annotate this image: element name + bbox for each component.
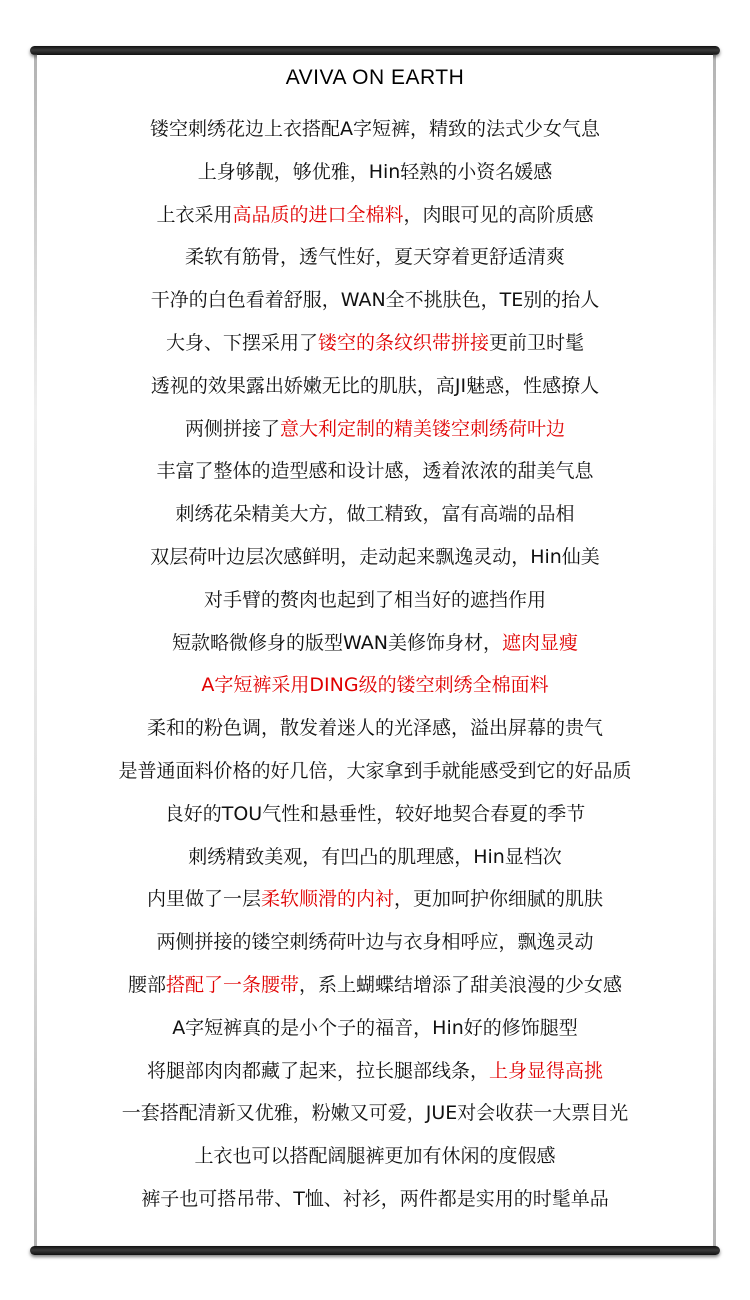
line-text: ，更加呵护你细腻的肌肤 xyxy=(394,888,604,911)
highlight-text: 遮肉显瘦 xyxy=(501,631,578,654)
highlight-text: A字短裤采用DING级的镂空刺绣全棉面料 xyxy=(201,674,549,697)
line-text: 双层荷叶边层次感鲜明，走动起来飘逸灵动，Hin仙美 xyxy=(150,545,600,568)
line-text: 将腿部肉肉都藏了起来，拉长腿部线条， xyxy=(146,1059,489,1082)
line-text: 两侧拼接的镂空刺绣荷叶边与衣身相呼应，飘逸灵动 xyxy=(156,931,594,954)
description-line xyxy=(0,236,750,279)
line-text: A字短裤真的是小个子的福音，Hin好的修饰腿型 xyxy=(172,1016,578,1039)
line-text: 两侧拼接了 xyxy=(184,417,280,440)
line-text: 上身够靓，够优雅，Hin轻熟的小资名媛感 xyxy=(197,160,553,183)
line-text: 更前卫时髦 xyxy=(489,331,585,354)
line-text: 镂空刺绣花边上衣搭配A字短裤，精致的法式少女气息 xyxy=(150,118,600,140)
description-line xyxy=(0,1178,750,1221)
description-line xyxy=(0,493,750,536)
highlight-text: 高品质的进口全棉料 xyxy=(232,203,404,226)
description-line xyxy=(0,664,750,707)
description-line xyxy=(0,921,750,964)
line-text: 刺绣精致美观，有凹凸的肌理感，Hin显档次 xyxy=(188,845,562,868)
description-line xyxy=(0,878,750,921)
line-text: ，系上蝴蝶结增添了甜美浪漫的少女感 xyxy=(299,973,623,996)
description-line xyxy=(0,536,750,579)
description-line xyxy=(0,964,750,1007)
line-text: 对手臂的赘肉也起到了相当好的遮挡作用 xyxy=(203,588,546,611)
line-text: 柔和的粉色调，散发着迷人的光泽感，溢出屏幕的贵气 xyxy=(146,717,603,740)
line-text: 腰部 xyxy=(127,973,166,996)
description-line xyxy=(0,707,750,750)
description-line xyxy=(0,750,750,793)
line-text: 柔软有筋骨，透气性好，夏天穿着更舒适清爽 xyxy=(184,246,565,269)
line-text: 刺绣花朵精美大方，做工精致，富有高端的品相 xyxy=(175,503,575,526)
line-text: 大身、下摆采用了 xyxy=(165,331,318,354)
line-text: 内里做了一层 xyxy=(146,888,261,911)
description-line xyxy=(0,1050,750,1093)
description-line xyxy=(0,1092,750,1135)
line-text: 是普通面料价格的好几倍，大家拿到手就能感受到它的好品质 xyxy=(118,759,632,782)
line-text: 干净的白色看着舒服，WAN全不挑肤色，TE别的抬人 xyxy=(150,289,600,312)
description-line xyxy=(0,322,750,365)
description-line xyxy=(0,151,750,194)
line-text: 裤子也可搭吊带、T恤、衬衫，两件都是实用的时髦单品 xyxy=(141,1187,609,1210)
line-text: 一套搭配清新又优雅，粉嫩又可爱，JUE对会收获一大票目光 xyxy=(121,1102,629,1125)
description-line xyxy=(0,836,750,879)
line-text: 上衣采用 xyxy=(156,203,233,226)
description-line xyxy=(0,622,750,665)
description-line xyxy=(0,108,750,151)
line-text: 透视的效果露出娇嫩无比的肌肤，高JI魅惑，性感撩人 xyxy=(150,374,600,397)
description-line xyxy=(0,793,750,836)
description-line xyxy=(0,450,750,493)
scroll-rod-bottom xyxy=(30,1246,720,1255)
line-text: 上衣也可以搭配阔腿裤更加有休闲的度假感 xyxy=(194,1145,556,1168)
highlight-text: 镂空的条纹织带拼接 xyxy=(317,331,489,354)
highlight-text: 上身显得高挑 xyxy=(489,1059,604,1082)
line-text: ，肉眼可见的高阶质感 xyxy=(403,203,594,226)
line-text: 丰富了整体的造型感和设计感，透着浓浓的甜美气息 xyxy=(156,460,594,483)
highlight-text: 搭配了一条腰带 xyxy=(165,973,299,996)
description-line xyxy=(0,279,750,322)
description-lines xyxy=(0,108,750,1221)
description-line xyxy=(0,365,750,408)
brand-title: AVIVA ON EARTH xyxy=(285,66,465,89)
line-text: 短款略微修身的版型WAN美修饰身材， xyxy=(172,631,502,654)
description-line xyxy=(0,1135,750,1178)
description-line xyxy=(0,194,750,237)
highlight-text: 柔软顺滑的内衬 xyxy=(260,888,394,911)
line-text: 良好的TOU气性和悬垂性，较好地契合春夏的季节 xyxy=(164,802,586,825)
description-line xyxy=(0,408,750,451)
highlight-text: 意大利定制的精美镂空刺绣荷叶边 xyxy=(280,417,566,440)
description-line xyxy=(0,1007,750,1050)
scroll-rod-top xyxy=(30,46,720,55)
description-line xyxy=(0,579,750,622)
